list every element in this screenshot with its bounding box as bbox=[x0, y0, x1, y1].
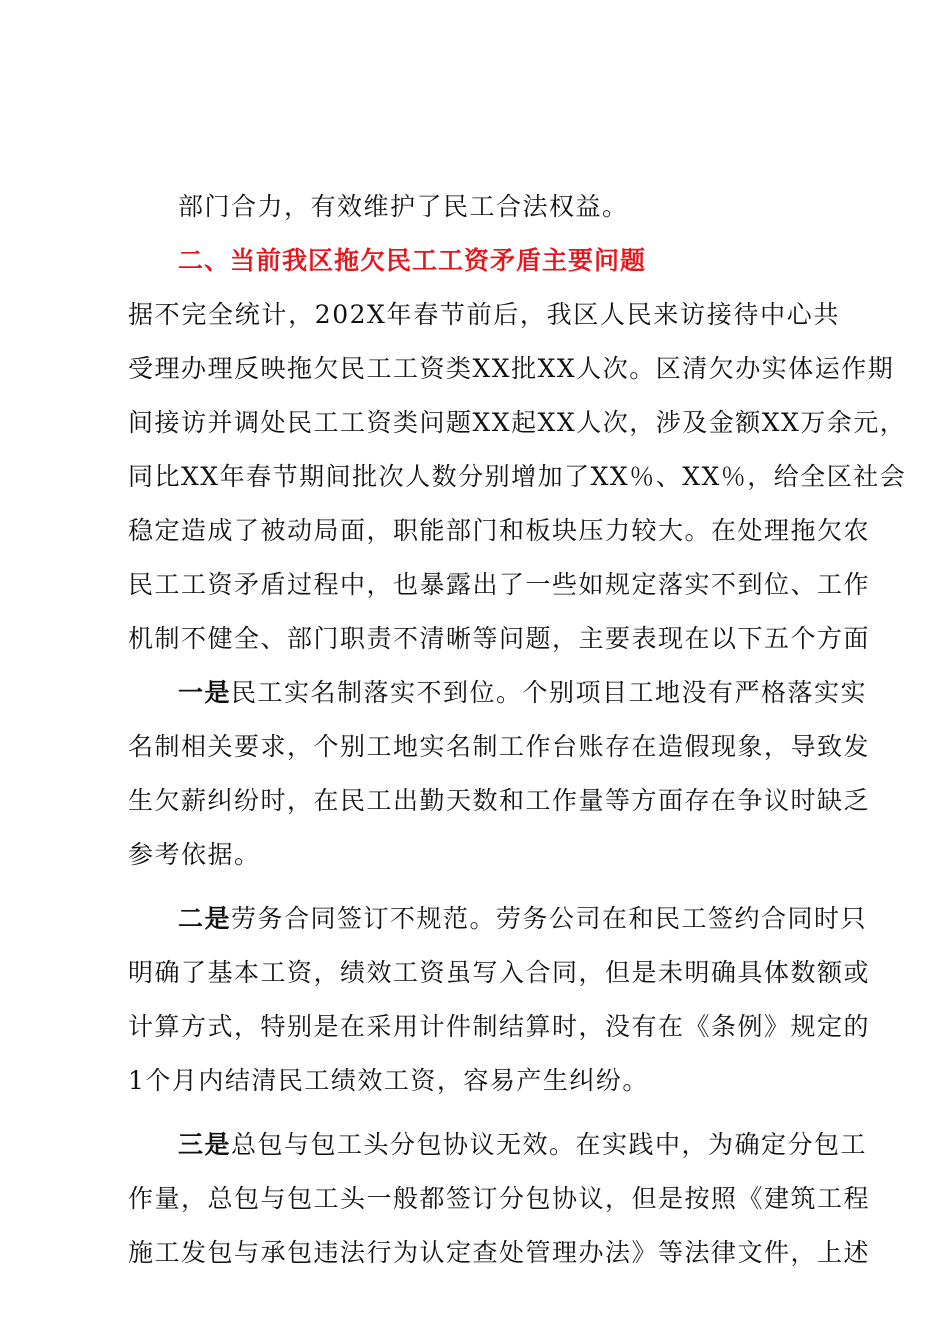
text-line: 作量，总包与包工头一般都签订分包协议，但是按照《建筑工程 bbox=[128, 1184, 871, 1213]
point-lead: 二是 bbox=[178, 904, 232, 933]
text-line: 生欠薪纠纷时，在民工出勤天数和工作量等方面存在争议时缺乏 bbox=[128, 786, 871, 815]
point-lead: 三是 bbox=[178, 1130, 232, 1159]
text-line: 间接访并调处民工工资类问题XX起XX人次，涉及金额XX万余元， bbox=[128, 408, 907, 437]
paragraph-intro-tail bbox=[128, 180, 840, 234]
document-page bbox=[128, 180, 907, 1280]
paragraph-point-two bbox=[128, 892, 871, 1108]
text-line: 1个月内结清民工绩效工资，容易产生纠纷。 bbox=[128, 1066, 649, 1095]
text-line: 参考依据。 bbox=[128, 840, 261, 869]
point-lead: 一是 bbox=[178, 678, 232, 707]
paragraph-point-one bbox=[128, 666, 871, 882]
text-line bbox=[128, 892, 868, 946]
text-line: 名制相关要求，个别工地实名制工作台账存在造假现象，导致发 bbox=[128, 732, 871, 761]
point-text: 劳务合同签订不规范。劳务公司在和民工签约合同时只 bbox=[231, 904, 868, 933]
text-line: 受理办理反映拖欠民工工资类XX批XX人次。区清欠办实体运作期 bbox=[128, 354, 895, 383]
heading-text: 二、当前我区拖欠民工工资矛盾主要问题 bbox=[178, 246, 647, 275]
paragraph-point-three bbox=[128, 1118, 871, 1280]
text-line bbox=[128, 1118, 868, 1172]
text-line: 计算方式，特别是在采用计件制结算时，没有在《条例》规定的 bbox=[128, 1012, 871, 1041]
text-line: 部门合力，有效维护了民工合法权益。 bbox=[178, 192, 629, 221]
text-line: 据不完全统计，202X年春节前后，我区人民来访接待中心共 bbox=[128, 300, 840, 329]
point-text: 民工实名制落实不到位。个别项目工地没有严格落实实 bbox=[231, 678, 868, 707]
text-line bbox=[128, 666, 868, 720]
text-line: 民工工资矛盾过程中，也暴露出了一些如规定落实不到位、工作 bbox=[128, 570, 871, 599]
point-text: 总包与包工头分包协议无效。在实践中，为确定分包工 bbox=[231, 1130, 868, 1159]
text-line: 同比XX年春节期间批次人数分别增加了XX％、XX％，给全区社会 bbox=[128, 462, 907, 491]
text-line: 施工发包与承包违法行为认定查处管理办法》等法律文件，上述 bbox=[128, 1238, 871, 1267]
text-line: 机制不健全、部门职责不清晰等问题，主要表现在以下五个方面 bbox=[128, 624, 871, 653]
section-heading bbox=[128, 234, 840, 288]
text-line: 稳定造成了被动局面，职能部门和板块压力较大。在处理拖欠农 bbox=[128, 516, 871, 545]
text-line: 明确了基本工资，绩效工资虽写入合同，但是未明确具体数额或 bbox=[128, 958, 871, 987]
paragraph-statistics bbox=[128, 288, 907, 666]
